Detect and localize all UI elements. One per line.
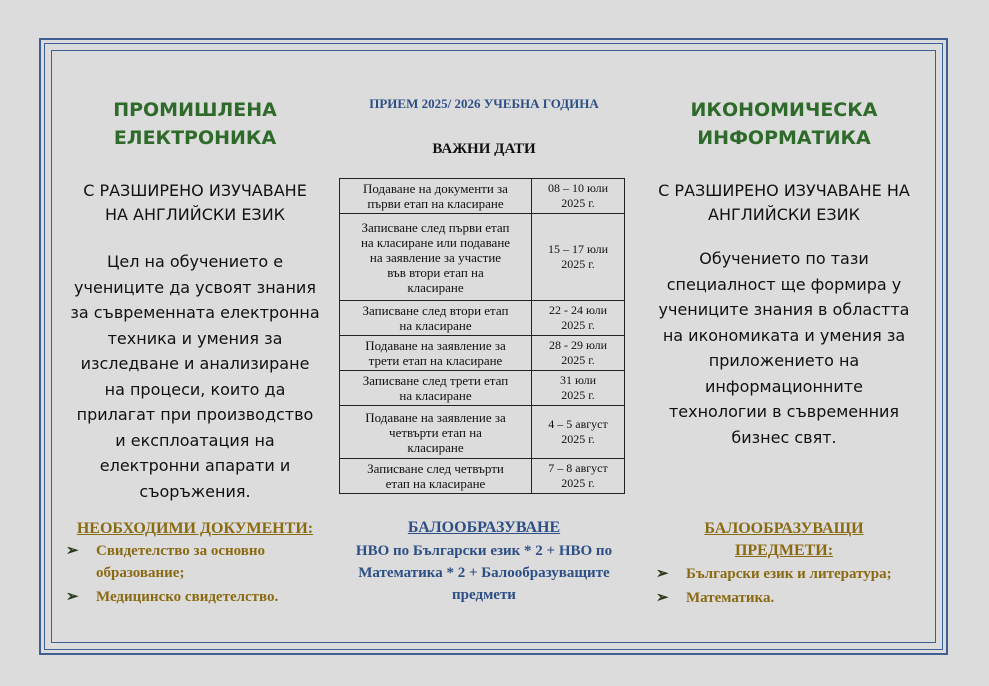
left-title-line1: ПРОМИШЛЕНА xyxy=(113,99,277,121)
right-title xyxy=(654,96,914,152)
right-subtitle-line1: С РАЗШИРЕНО ИЗУЧАВАНЕ НА xyxy=(658,181,910,200)
right-body-line: бизнес свят. xyxy=(731,427,837,447)
right-body-line: Обучението по тази xyxy=(699,249,869,268)
right-body-line: приложението на xyxy=(708,351,860,370)
right-title-line1: ИКОНОМИЧЕСКА xyxy=(690,99,878,121)
date-cell: 08 – 10 юли 2025 г. xyxy=(532,179,625,214)
date-cell: 7 – 8 август 2025 г. xyxy=(532,459,625,494)
checkmark-arrow-icon: ➢ xyxy=(656,590,669,606)
subject-label: Български език и литература; xyxy=(686,566,892,582)
right-body-line: на икономиката и умения за xyxy=(662,325,906,345)
right-body-line: информационните xyxy=(705,376,863,396)
scoring-title: БАЛООБРАЗУВАНЕ xyxy=(407,519,561,536)
document-line: образование; xyxy=(96,565,185,581)
right-body-line: технологии в съвременния xyxy=(668,402,900,421)
scoring-line: Математика * 2 + Балообразуващите xyxy=(358,565,610,581)
table-row xyxy=(340,336,625,371)
right-subtitle-line2: АНГЛИЙСКИ ЕЗИК xyxy=(708,205,860,224)
document-line: Медицинско свидетелство. xyxy=(96,589,279,605)
table-row xyxy=(340,371,625,406)
left-body-line: и експлоатация на xyxy=(115,430,275,450)
documents-title: НЕОБХОДИМИ ДОКУМЕНТИ: xyxy=(76,520,314,537)
event-cell: Записване след втори етап на класиране xyxy=(340,301,532,336)
subjects-title xyxy=(654,518,914,562)
left-body-line: учениците да усвоят знания xyxy=(74,277,316,297)
left-body-line: прилагат при производство xyxy=(76,405,314,424)
event-cell: Записване след четвърти етап на класиране xyxy=(340,459,532,494)
scoring-formula xyxy=(324,540,644,606)
scoring-line: НВО по Български език * 2 + НВО по xyxy=(355,543,613,559)
left-title xyxy=(70,96,320,152)
date-cell: 31 юли 2025 г. xyxy=(532,371,625,406)
important-dates-title: ВАЖНИ ДАТИ xyxy=(432,141,536,157)
left-body-line: техника и умения за xyxy=(107,328,283,348)
right-body-line: учениците знания в областта xyxy=(658,300,910,319)
event-cell: Подаване на заявление за четвърти етап на класиране xyxy=(340,406,532,459)
admission-heading: ПРИЕМ 2025/ 2026 УЧЕБНА ГОДИНА xyxy=(369,96,599,111)
dates-table xyxy=(339,178,625,494)
left-body-line: за съвременната електронна xyxy=(70,303,320,322)
left-subtitle xyxy=(65,179,325,227)
date-cell: 4 – 5 август 2025 г. xyxy=(532,406,625,459)
checkmark-arrow-icon: ➢ xyxy=(656,566,669,582)
checkmark-arrow-icon: ➢ xyxy=(66,543,79,559)
subjects-title-line2: ПРЕДМЕТИ: xyxy=(734,542,834,559)
document-line: Свидетелство за основно xyxy=(96,543,265,559)
table-row xyxy=(340,406,625,459)
left-body-line: съоръжения. xyxy=(139,481,251,501)
left-subtitle-line2: НА АНГЛИЙСКИ ЕЗИК xyxy=(104,205,286,224)
list-item xyxy=(656,587,926,609)
left-body-line: електронни апарати и xyxy=(99,456,291,475)
left-body-line: Цел на обучението е xyxy=(106,252,284,271)
subject-label: Математика. xyxy=(686,590,775,606)
table-row xyxy=(340,459,625,494)
left-title-line2: ЕЛЕКТРОНИКА xyxy=(113,127,277,149)
event-cell: Записване след трети етап на класиране xyxy=(340,371,532,406)
left-body-line: изследване и анализиране xyxy=(80,354,310,373)
date-cell: 22 - 24 юли 2025 г. xyxy=(532,301,625,336)
right-body-line: специалност ще формира у xyxy=(666,274,902,294)
right-title-line2: ИНФОРМАТИКА xyxy=(697,127,871,149)
list-item xyxy=(66,586,336,608)
table-row xyxy=(340,214,625,301)
list-item xyxy=(66,540,336,584)
left-description xyxy=(60,249,330,504)
documents-list xyxy=(66,540,336,610)
table-row xyxy=(340,179,625,214)
subjects-list xyxy=(656,563,926,611)
right-subtitle xyxy=(644,179,924,227)
date-cell: 28 - 29 юли 2025 г. xyxy=(532,336,625,371)
scoring-line: предмети xyxy=(452,587,516,603)
left-body-line: на процеси, които да xyxy=(104,379,286,399)
list-item xyxy=(656,563,926,585)
event-cell: Подаване на документи за първи етап на класиране xyxy=(340,179,532,214)
right-description xyxy=(639,246,929,450)
event-cell: Подаване на заявление за трети етап на класиране xyxy=(340,336,532,371)
event-cell: Записване след първи етап на класиране или подаване на заявление за участие във втори етап на класиране xyxy=(340,214,532,301)
subjects-title-line1: БАЛООБРАЗУВАЩИ xyxy=(704,520,864,537)
checkmark-arrow-icon: ➢ xyxy=(66,589,79,605)
left-subtitle-line1: С РАЗШИРЕНО ИЗУЧАВАНЕ xyxy=(83,181,307,200)
table-row xyxy=(340,301,625,336)
date-cell: 15 – 17 юли 2025 г. xyxy=(532,214,625,301)
